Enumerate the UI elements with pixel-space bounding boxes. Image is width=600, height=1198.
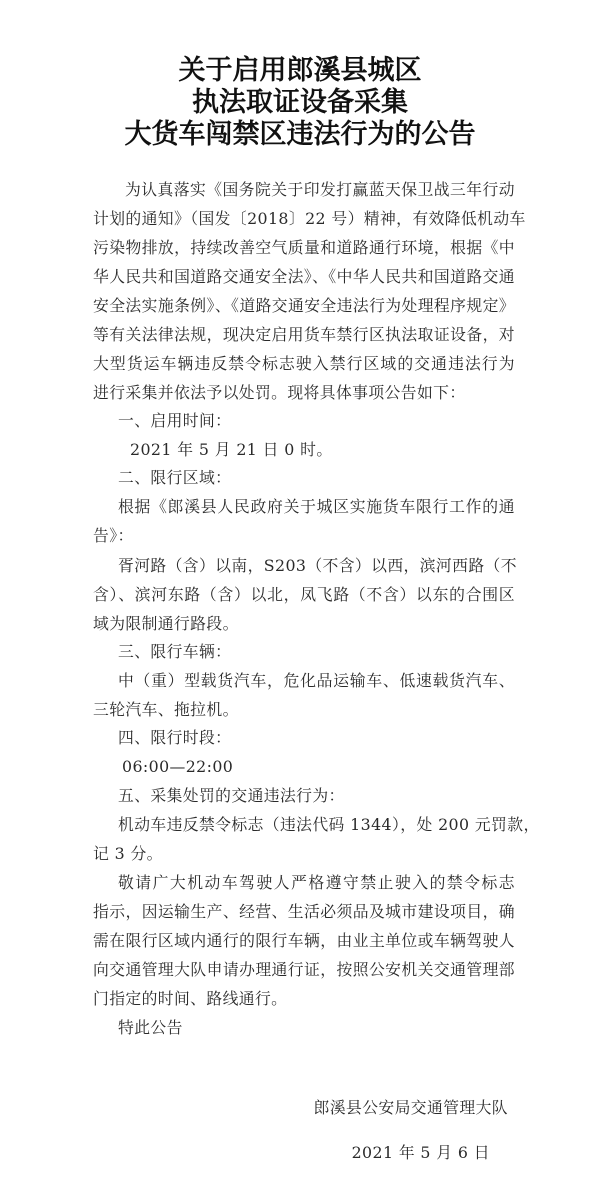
section-4-heading: 四、限行时段：	[118, 728, 232, 747]
section-3-line-2: 三轮汽车、拖拉机。	[93, 700, 239, 719]
title-line-1: 关于启用郎溪县城区	[178, 55, 422, 86]
section-2-area-line-2: 含）、滨河东路（含）以北，凤飞路（不含）以东的合围区	[93, 585, 515, 604]
notice-line-3: 需在限行区域内通行的限行车辆，由业主单位或车辆驾驶人	[93, 931, 515, 950]
intro-line-6: 等有关法律法规，现决定启用货车禁行区执法取证设备，对	[93, 325, 515, 344]
section-1-heading: 一、启用时间：	[118, 411, 232, 430]
section-2-heading: 二、限行区域：	[118, 468, 232, 487]
section-5-line-2: 记 3 分。	[93, 844, 163, 863]
section-5-heading: 五、采集处罚的交通违法行为：	[118, 786, 345, 805]
issuer-name: 郎溪县公安局交通管理大队	[313, 1098, 508, 1117]
section-5-line-1: 机动车违反禁令标志（违法代码 1344），处 200 元罚款，	[118, 815, 540, 834]
section-2-area-line-3: 域为限制通行路段。	[93, 614, 239, 633]
section-1-content: 2021 年 5 月 21 日 0 时。	[130, 440, 333, 459]
title-line-3: 大货车闯禁区违法行为的公告	[124, 119, 476, 150]
section-2-area-line-1: 胥河路（含）以南，S203（不含）以西，滨河西路（不	[118, 556, 517, 575]
issue-date: 2021 年 5 月 6 日	[351, 1143, 490, 1162]
intro-line-3: 污染物排放，持续改善空气质量和道路通行环境，根据《中	[93, 238, 515, 257]
intro-line-4: 华人民共和国道路交通安全法》、《中华人民共和国道路交通	[93, 267, 515, 286]
section-3-line-1: 中（重）型载货汽车，危化品运输车、低速载货汽车、	[118, 671, 515, 690]
title-line-2: 执法取证设备采集	[192, 87, 408, 118]
notice-line-2: 指示，因运输生产、经营、生活必须品及城市建设项目，确	[93, 902, 515, 921]
notice-line-5: 门指定的时间、路线通行。	[93, 989, 288, 1008]
intro-line-7: 大型货运车辆违反禁令标志驶入禁行区域的交通违法行为	[93, 354, 515, 373]
notice-line-4: 向交通管理大队申请办理通行证，按照公安机关交通管理部	[93, 960, 515, 979]
notice-line-1: 敬请广大机动车驾驶人严格遵守禁止驶入的禁令标志	[118, 873, 515, 892]
intro-line-2: 计划的通知》（国发〔2018〕22 号）精神，有效降低机动车	[93, 209, 526, 228]
closing-text: 特此公告	[118, 1018, 183, 1037]
section-3-heading: 三、限行车辆：	[118, 642, 232, 661]
section-2-basis-line-1: 根据《郎溪县人民政府关于城区实施货车限行工作的通	[118, 497, 515, 516]
intro-line-5: 安全法实施条例》、《道路交通安全违法行为处理程序规定》	[93, 296, 515, 315]
section-2-basis-line-2: 告》：	[93, 526, 134, 545]
intro-line-1: 为认真落实《国务院关于印发打赢蓝天保卫战三年行动	[125, 180, 515, 199]
intro-line-8: 进行采集并依法予以处罚。现将具体事项公告如下：	[93, 383, 466, 402]
section-4-content: 06:00—22:00	[122, 757, 234, 776]
